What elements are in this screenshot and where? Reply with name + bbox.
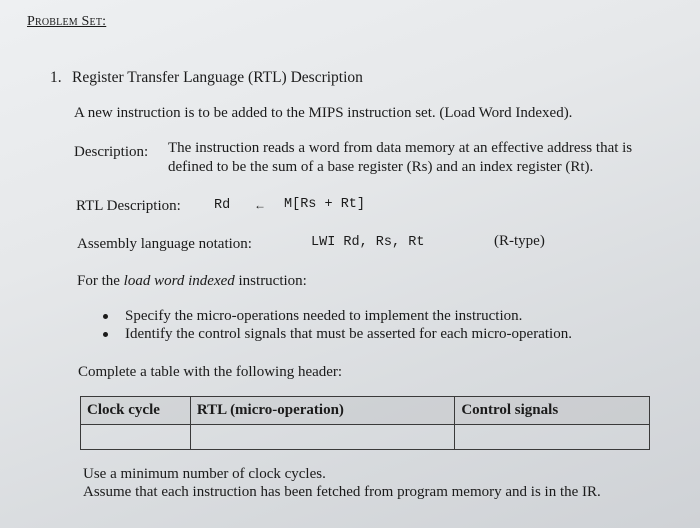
instruction-context <box>77 273 307 290</box>
answer-table <box>80 396 650 450</box>
problem-title-text: Register Transfer Language (RTL) Description <box>72 69 363 86</box>
for-emphasis: load word indexed <box>123 273 235 289</box>
table-header-row <box>81 397 650 425</box>
description-text: The instruction reads a word from data memory at an effective address that is defined to be the sum of a base register (Rs) and an index register (Rt). <box>168 140 633 175</box>
rtl-arrow: ← <box>254 198 266 212</box>
table-cell <box>190 425 455 450</box>
task-item: Identify the control signals that must be asserted for each micro-operation. <box>101 325 572 343</box>
rtl-expression: M[Rs + Rt] <box>284 197 366 212</box>
header-rtl: RTL (micro-operation) <box>190 397 455 425</box>
for-prefix: For the <box>77 273 124 289</box>
header-control-signals: Control signals <box>455 397 650 425</box>
page-heading: Problem Set: <box>27 14 107 29</box>
table-cell <box>81 425 191 450</box>
rtl-label: RTL Description: <box>76 198 181 214</box>
assembly-label: Assembly language notation: <box>77 236 252 252</box>
task-list <box>101 307 572 343</box>
rtl-destination: Rd <box>214 198 231 213</box>
table-row <box>81 425 650 450</box>
problem-title <box>50 69 363 87</box>
task-item: Specify the micro-operations needed to implement the instruction. <box>101 307 572 325</box>
description-label: Description: <box>74 144 149 160</box>
note-fetched: Assume that each instruction has been fetched from program memory and is in the IR. <box>83 484 601 500</box>
for-suffix: instruction: <box>234 273 307 289</box>
assembly-code: LWI Rd, Rs, Rt <box>311 235 425 250</box>
table-instruction: Complete a table with the following header: <box>78 364 343 380</box>
intro-text: A new instruction is to be added to the MIPS instruction set. (Load Word Indexed). <box>74 105 573 121</box>
header-clock-cycle: Clock cycle <box>81 397 191 425</box>
assembly-type: (R-type) <box>494 233 545 249</box>
table-cell <box>455 425 650 450</box>
problem-number: 1. <box>50 69 62 86</box>
note-min-cycles: Use a minimum number of clock cycles. <box>83 466 326 482</box>
